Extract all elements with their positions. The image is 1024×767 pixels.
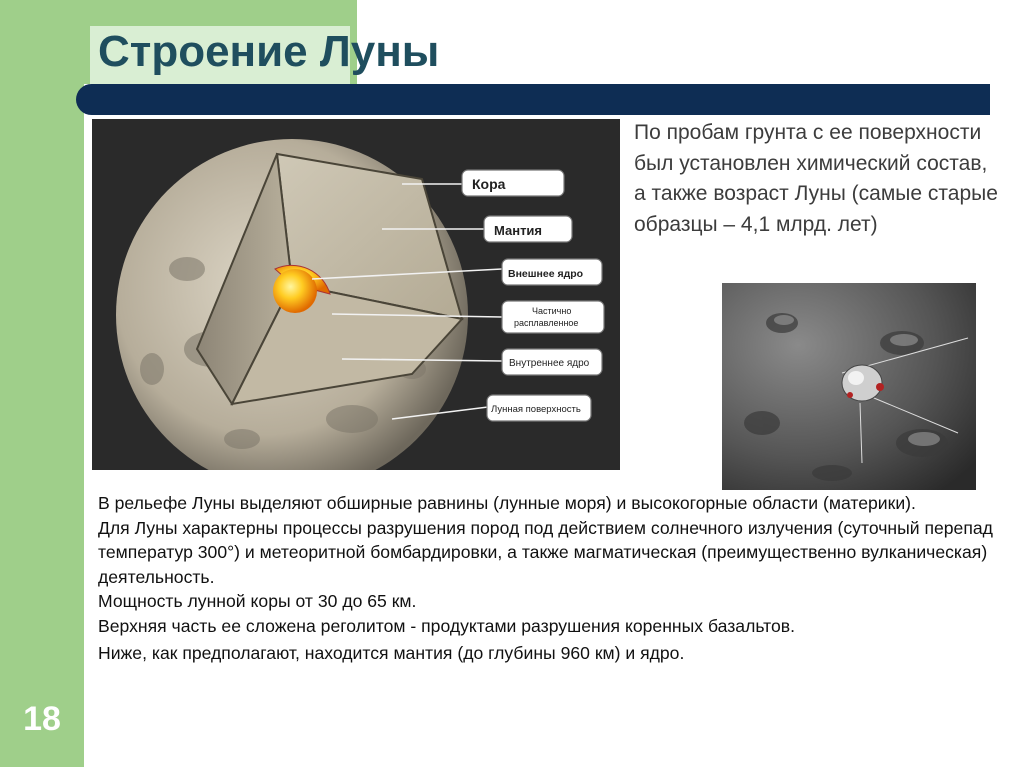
label-outer-core: Внешнее ядро (508, 268, 584, 280)
label-crust: Кора (472, 176, 506, 192)
label-mantle: Мантия (494, 223, 543, 238)
paragraph: Верхняя часть ее сложена реголитом - продуктами разрушения коренных базальтов. (98, 615, 796, 636)
paragraph: Для Луны характерны процессы разрушения пород под действием солнечного излучения (суточный перепад температур 300°) и метеоритной бомбардировки, а также магматическая (преимущественно вулканическая) деятельность. (98, 517, 993, 587)
label-inner-core: Внутреннее ядро (509, 358, 590, 369)
body-text (98, 491, 998, 666)
label-partial-1: Частично (532, 306, 572, 316)
lunar-probe-photo (722, 283, 976, 490)
paragraph: Мощность лунной коры от 30 до 65 км. (98, 591, 417, 611)
intro-text: По пробам грунта с ее поверхности был установлен химический состав, а также возраст Луны (самые старые образцы – 4,1 млрд. лет) (634, 121, 998, 236)
label-partial-2: расплавленное (514, 318, 579, 328)
label-surface: Лунная поверхность (491, 404, 581, 415)
left-green-band (0, 0, 84, 767)
moon-structure-diagram (92, 119, 620, 470)
slide-title: Строение Луны (98, 27, 440, 76)
slide-number: 18 (23, 700, 61, 738)
paragraph: Ниже, как предполагают, находится мантия (до глубины 960 км) и ядро. (98, 643, 685, 663)
header-bar (76, 84, 990, 115)
paragraph: В рельефе Луны выделяют обширные равнины (лунные моря) и высокогорные области (материки). (98, 493, 916, 513)
